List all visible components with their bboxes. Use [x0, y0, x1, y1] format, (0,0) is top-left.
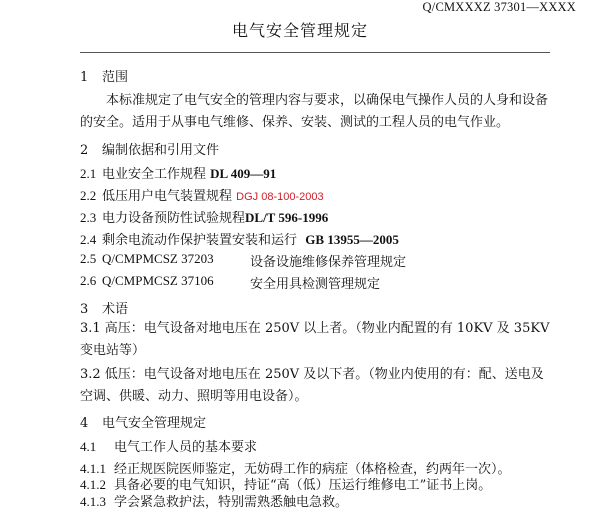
reference-code: Q/CMPMCSZ 37106 — [102, 273, 214, 288]
section-number: 3 — [80, 302, 89, 317]
document-title: 电气安全管理规定 — [231, 21, 368, 40]
reference-item-2-3 — [80, 207, 328, 226]
item-number: 2.4 — [80, 232, 97, 247]
term-3-1-paragraph: 3.1 高压：电气设备对地电压在 250V 以上者。（物业内配置的有 10KV 及 35KV 变电站等） — [80, 321, 550, 358]
reference-title: 安全用具检测管理规定 — [250, 277, 381, 292]
reference-title: 电力设备预防性试验规程 — [102, 211, 246, 226]
reference-item-2-2 — [80, 185, 324, 204]
item-number: 4.1.3 — [80, 494, 106, 509]
reference-code: DL 409—91 — [210, 166, 277, 181]
reference-item-2-4 — [80, 229, 399, 248]
section-1-paragraph: 本标准规定了电气安全的管理内容与要求，以确保电气操作人员的人身和设备的安全。适用于从事电气维修、保养、安装、测试的工程人员的电气作业。 — [80, 93, 549, 130]
requirement-text: 学会紧急救护法，特别需熟悉触电急救。 — [114, 495, 349, 510]
section-number: 2 — [80, 143, 89, 158]
item-number: 4.1.2 — [80, 477, 106, 492]
section-2-heading — [80, 139, 219, 158]
reference-code: DL/T 596-1996 — [245, 210, 329, 225]
section-1-heading — [80, 66, 128, 85]
section-title: 范围 — [102, 70, 129, 85]
reference-code: Q/CMPMCSZ 37203 — [102, 251, 214, 266]
item-number: 4.1.1 — [80, 461, 106, 476]
item-number: 2.6 — [80, 273, 97, 288]
subsection-title: 电气工作人员的基本要求 — [114, 440, 258, 455]
requirement-text: 具备必要的电气知识，持证“高（低）压运行维修电工”证书上岗。 — [114, 478, 492, 493]
requirement-4-1-3 — [80, 491, 348, 510]
section-title: 术语 — [102, 302, 129, 317]
reference-title: 剩余电流动作保护装置安装和运行 — [102, 233, 298, 248]
item-number: 2.2 — [80, 188, 97, 203]
reference-item-2-1 — [80, 163, 276, 182]
document-code: Q/CMXXXZ 37301—XXXX — [422, 0, 576, 14]
reference-item-2-5 — [80, 251, 550, 270]
reference-code: GB 13955—2005 — [305, 232, 399, 247]
reference-item-2-6 — [80, 273, 550, 292]
item-number: 2.3 — [80, 210, 97, 225]
item-number: 2.5 — [80, 251, 97, 266]
section-4-heading — [80, 412, 206, 431]
subsection-4-1-heading — [80, 436, 257, 455]
reference-title: 电业安全工作规程 — [102, 167, 207, 182]
item-number: 2.1 — [80, 166, 97, 181]
section-number: 1 — [80, 70, 89, 85]
term-3-2-paragraph: 3.2 低压：电气设备对地电压在 250V 及以下者。（物业内使用的有：配、送电及空调、供暖、动力、照明等用电设备）。 — [80, 367, 544, 404]
section-number: 4 — [80, 416, 89, 431]
section-3-heading — [80, 298, 128, 317]
title-divider — [80, 52, 550, 53]
reference-title: 低压用户电气装置规程 — [102, 189, 233, 204]
reference-title: 设备设施维修保养管理规定 — [250, 255, 407, 270]
section-title: 电气安全管理规定 — [102, 416, 207, 431]
reference-code: DGJ 08-100-2003 — [236, 191, 324, 203]
requirement-text: 经正规医院医师鉴定，无妨碍工作的病症（体格检查，约两年一次）。 — [114, 462, 511, 477]
section-title: 编制依据和引用文件 — [102, 143, 220, 158]
item-number: 4.1 — [80, 439, 97, 454]
